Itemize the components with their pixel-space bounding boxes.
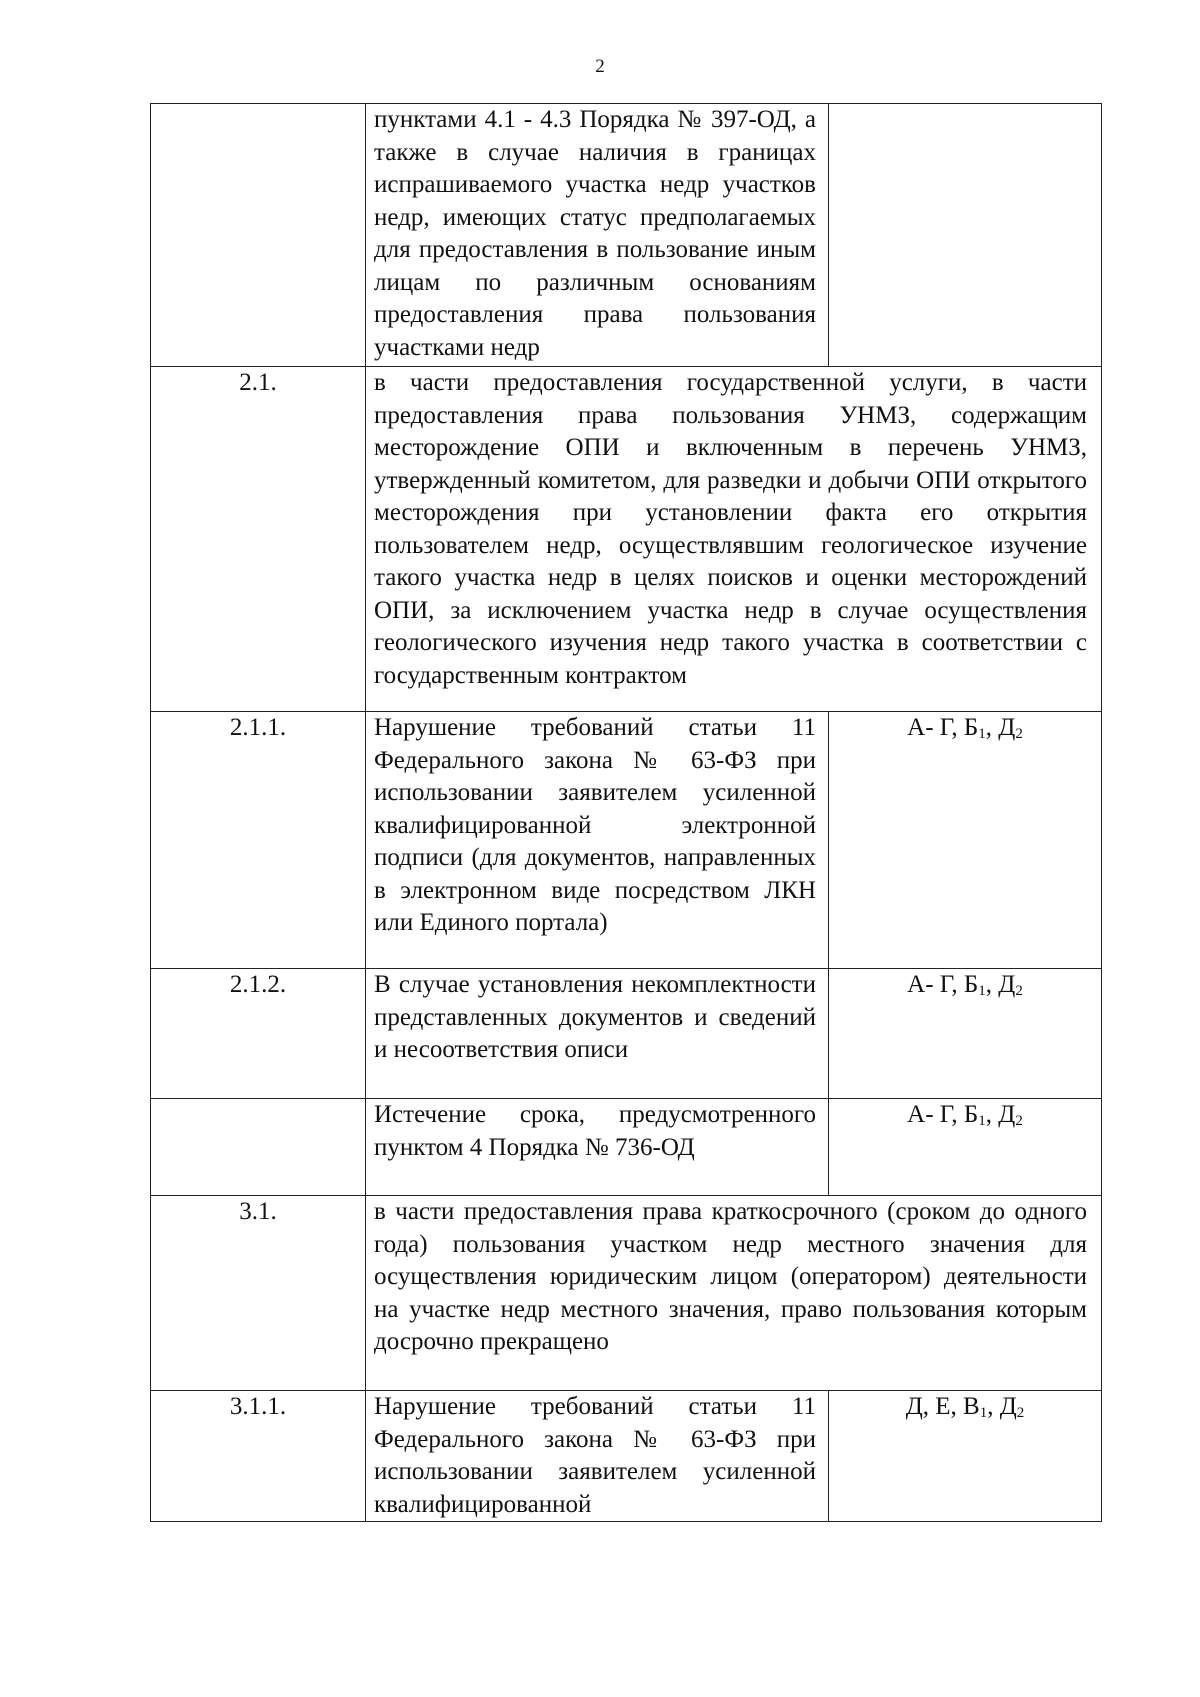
table-row [151,969,1102,1099]
row-text: пунктами 4.1 - 4.3 Порядка № 397-ОД, а также в случае наличия в границах испрашиваемого участка недр участков недр, имеющих статус предполагаемых для предоставления в пользование иным лицам по различным основаниям предоставления права пользования участками недр [366,104,829,367]
row-code: А- Г, $Б_1$, $Д_2$ [829,712,1102,969]
row-number: 2.1. [151,367,366,712]
row-text: Истечение срока, предусмотренного пунктом 4 Порядка № 736-ОД [366,1099,829,1196]
row-text: в части предоставления права краткосрочного (сроком до одного года) пользования участком недр местного значения для осуществления юридическим лицом (оператором) деятельности на участке недр местного значения, право пользования которым досрочно прекращено [366,1196,1102,1391]
row-code: А- Г, $Б_1$, $Д_2$ [829,969,1102,1099]
row-text: В случае установления некомплектности представленных документов и сведений и несоответствия описи [366,969,829,1099]
table-row [151,1099,1102,1196]
row-code [829,104,1102,367]
table-row [151,1391,1102,1522]
row-code: Д, Е, $В_1$, $Д_2$ [829,1391,1102,1522]
table-row [151,104,1102,367]
row-number: 2.1.1. [151,712,366,969]
table-row [151,712,1102,969]
row-code: А- Г, $Б_1$, $Д_2$ [829,1099,1102,1196]
row-number: 2.1.2. [151,969,366,1099]
table-row [151,367,1102,712]
row-text: в части предоставления государственной услуги, в части предоставления права пользования УНМЗ, содержащим месторождение ОПИ и включенным в перечень УНМЗ, утвержденный комитетом, для разведки и добычи ОПИ открытого месторождения при установлении факта его открытия пользователем недр, осуществлявшим геологическое изучение такого участка недр в целях поисков и оценки месторождений ОПИ, за исключением участка недр в случае осуществления геологического изучения недр такого участка в соответствии с государственным контрактом [366,367,1102,712]
row-number [151,1099,366,1196]
row-number: 3.1.1. [151,1391,366,1522]
table-row [151,1196,1102,1391]
row-text: Нарушение требований статьи 11 Федерального закона № 63-ФЗ при использовании заявителем усиленной квалифицированной [366,1391,829,1522]
row-number [151,104,366,367]
document-table [150,103,1102,1522]
page-number: 2 [595,56,605,77]
row-text: Нарушение требований статьи 11 Федерального закона № 63-ФЗ при использовании заявителем усиленной квалифицированной электронной подписи (для документов, направленных в электронном виде посредством ЛКН или Единого портала) [366,712,829,969]
row-number: 3.1. [151,1196,366,1391]
